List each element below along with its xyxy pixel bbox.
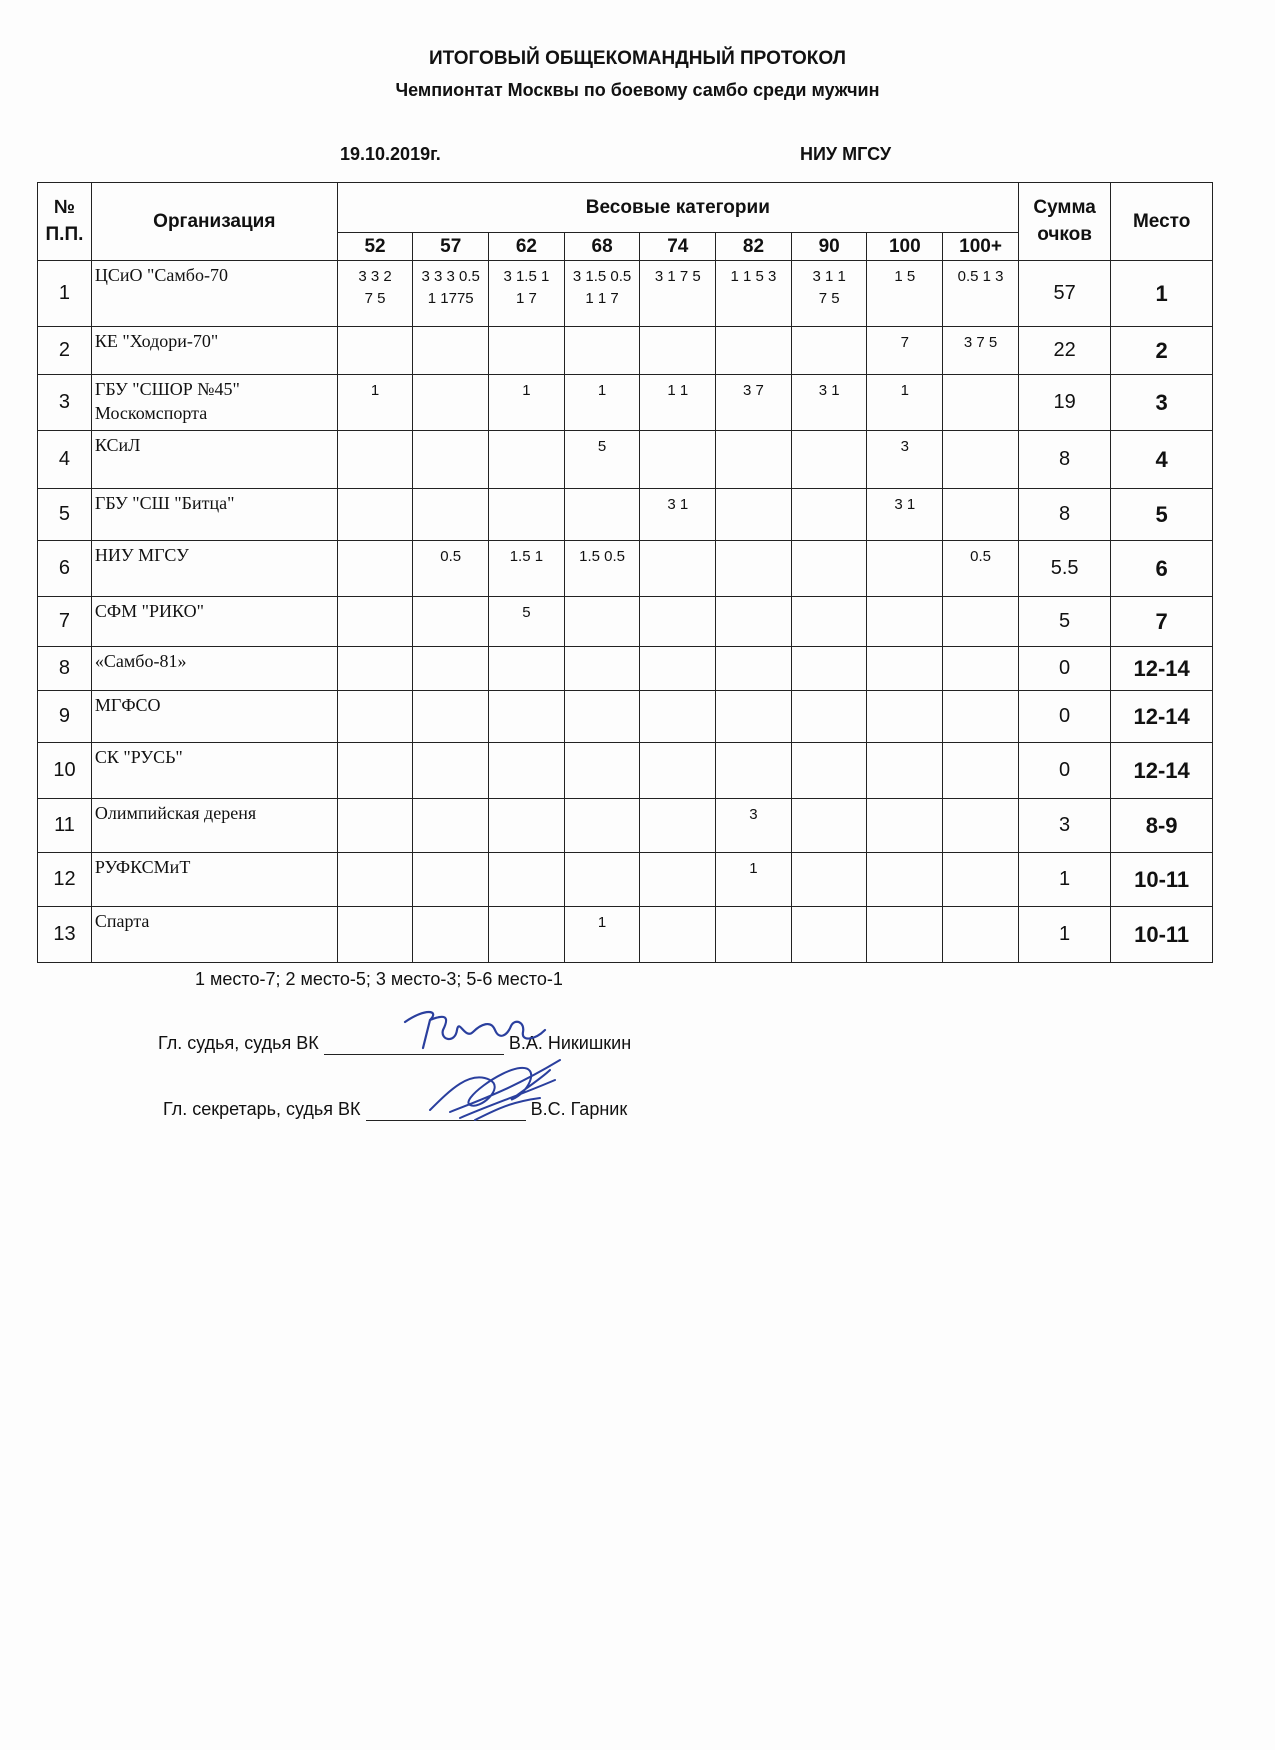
score-cell [943,853,1019,907]
organization-name: Олимпийская дереня [91,799,337,853]
score-cell [791,799,867,853]
header-org: Организация [91,183,337,261]
team-place: 4 [1111,431,1213,489]
score-cell [791,541,867,597]
scoring-note: 1 место-7; 2 место-5; 3 место-3; 5-6 место-1 [195,969,563,989]
organization-name: СФМ "РИКО" [91,597,337,647]
team-place: 5 [1111,489,1213,541]
score-cell: 1 [564,375,640,431]
score-cell [791,597,867,647]
score-cell [489,431,565,489]
score-cell: 3 [716,799,792,853]
score-cell: 1 [337,375,413,431]
score-cell [413,743,489,799]
table-row [38,375,1213,431]
score-cell [489,799,565,853]
score-cell [791,431,867,489]
table-row [38,691,1213,743]
score-cell [640,691,716,743]
score-cell [716,691,792,743]
score-cell: 1 [716,853,792,907]
score-cell [337,691,413,743]
score-cell [337,799,413,853]
row-number: 12 [38,853,92,907]
score-cell [943,743,1019,799]
organization-name: ГБУ "СШ "Битца" [91,489,337,541]
header-weight-7: 100 [867,233,943,261]
table-row [38,907,1213,963]
score-cell: 5 [489,597,565,647]
score-cell [337,327,413,375]
score-cell [867,907,943,963]
score-cell [943,597,1019,647]
score-cell [640,431,716,489]
score-cell [640,907,716,963]
row-number: 13 [38,907,92,963]
score-cell [564,691,640,743]
row-number: 10 [38,743,92,799]
score-cell [564,853,640,907]
score-cell [489,853,565,907]
points-sum: 8 [1018,431,1110,489]
score-cell [791,647,867,691]
table-row [38,261,1213,327]
score-cell: 3 3 2 7 5 [337,261,413,327]
organization-name: «Самбо-81» [91,647,337,691]
chief-judge-name: В.А. Никишкин [508,1033,632,1053]
score-cell [943,907,1019,963]
organization-name: РУФКСМиТ [91,853,337,907]
event-date: 19.10.2019г. [340,144,441,164]
score-cell [716,541,792,597]
score-cell [867,853,943,907]
results-table [37,182,1213,963]
score-cell [867,597,943,647]
score-cell [640,327,716,375]
score-cell: 1.5 0.5 [564,541,640,597]
score-cell [337,647,413,691]
score-cell [640,799,716,853]
header-weight-5: 82 [716,233,792,261]
table-row [38,597,1213,647]
points-sum: 0 [1018,691,1110,743]
score-cell [413,907,489,963]
score-cell [413,375,489,431]
row-number: 2 [38,327,92,375]
organization-name: ГБУ "СШОР №45" Москомспорта [91,375,337,431]
team-place: 2 [1111,327,1213,375]
score-cell [791,327,867,375]
score-cell [337,907,413,963]
secretary-name: В.С. Гарник [530,1099,628,1119]
organization-name: Спарта [91,907,337,963]
row-number: 11 [38,799,92,853]
score-cell: 0.5 1 3 [943,261,1019,327]
score-cell: 1.5 1 [489,541,565,597]
score-cell [791,743,867,799]
protocol-subtitle: Чемпионтат Москвы по боевому самбо среди мужчин [395,80,880,100]
score-cell [716,597,792,647]
points-sum: 1 [1018,853,1110,907]
score-cell [943,489,1019,541]
team-place: 3 [1111,375,1213,431]
row-number: 4 [38,431,92,489]
score-cell: 3 1 1 7 5 [791,261,867,327]
secretary-signature [420,1050,570,1130]
row-number: 9 [38,691,92,743]
score-cell: 5 [564,431,640,489]
row-number: 5 [38,489,92,541]
score-cell: 0.5 [413,541,489,597]
score-cell: 3 [867,431,943,489]
score-cell [413,647,489,691]
score-cell [413,799,489,853]
header-num: № П.П. [38,183,92,261]
row-number: 8 [38,647,92,691]
score-cell [413,431,489,489]
score-cell [564,327,640,375]
score-cell [867,691,943,743]
points-sum: 0 [1018,647,1110,691]
points-sum: 8 [1018,489,1110,541]
score-cell [337,597,413,647]
score-cell [337,853,413,907]
score-cell [867,647,943,691]
header-place: Место [1111,183,1213,261]
score-cell [564,743,640,799]
score-cell [489,907,565,963]
score-cell [640,647,716,691]
score-cell [489,489,565,541]
organization-name: ЦСиО "Самбо-70 [91,261,337,327]
score-cell [413,327,489,375]
organization-name: КЕ "Ходори-70" [91,327,337,375]
score-cell: 1 [564,907,640,963]
score-cell [640,743,716,799]
secretary-label: Гл. секретарь, судья ВК [163,1099,361,1119]
score-cell [943,691,1019,743]
score-cell [716,431,792,489]
event-venue: НИУ МГСУ [800,144,892,164]
points-sum: 0 [1018,743,1110,799]
score-cell: 1 [867,375,943,431]
score-cell: 1 5 [867,261,943,327]
score-cell: 3 1.5 1 1 7 [489,261,565,327]
team-place: 10-11 [1111,853,1213,907]
score-cell [791,489,867,541]
points-sum: 57 [1018,261,1110,327]
score-cell [337,431,413,489]
team-place: 8-9 [1111,799,1213,853]
points-sum: 5 [1018,597,1110,647]
score-cell [413,691,489,743]
points-sum: 1 [1018,907,1110,963]
row-number: 3 [38,375,92,431]
table-row [38,327,1213,375]
score-cell [489,743,565,799]
table-row [38,799,1213,853]
score-cell: 1 1 5 3 [716,261,792,327]
score-cell: 3 1 [640,489,716,541]
table-row [38,743,1213,799]
organization-name: СК "РУСЬ" [91,743,337,799]
score-cell [640,597,716,647]
header-weight-0: 52 [337,233,413,261]
team-place: 1 [1111,261,1213,327]
score-cell: 3 7 5 [943,327,1019,375]
points-sum: 3 [1018,799,1110,853]
table-row [38,647,1213,691]
score-cell: 1 1 [640,375,716,431]
row-number: 7 [38,597,92,647]
score-cell [791,691,867,743]
table-row [38,541,1213,597]
points-sum: 19 [1018,375,1110,431]
score-cell [564,489,640,541]
score-cell: 3 1 7 5 [640,261,716,327]
score-cell [716,327,792,375]
score-cell [716,907,792,963]
score-cell [867,743,943,799]
score-cell: 1 [489,375,565,431]
score-cell [564,799,640,853]
score-cell [337,541,413,597]
score-cell: 3 1.5 0.5 1 1 7 [564,261,640,327]
score-cell [791,907,867,963]
score-cell [640,541,716,597]
points-sum: 22 [1018,327,1110,375]
score-cell [943,647,1019,691]
score-cell [413,597,489,647]
score-cell: 3 1 [791,375,867,431]
team-place: 12-14 [1111,647,1213,691]
score-cell [413,853,489,907]
points-sum: 5.5 [1018,541,1110,597]
protocol-title: ИТОГОВЫЙ ОБЩЕКОМАНДНЫЙ ПРОТОКОЛ [428,48,847,69]
score-cell [943,431,1019,489]
team-place: 6 [1111,541,1213,597]
chief-judge-label: Гл. судья, судья ВК [158,1033,319,1053]
row-number: 1 [38,261,92,327]
score-cell [791,853,867,907]
header-weight-2: 62 [489,233,565,261]
header-weight-6: 90 [791,233,867,261]
score-cell [640,853,716,907]
score-cell [867,541,943,597]
header-weight-1: 57 [413,233,489,261]
team-place: 12-14 [1111,743,1213,799]
score-cell [716,743,792,799]
score-cell: 3 1 [867,489,943,541]
organization-name: НИУ МГСУ [91,541,337,597]
header-sum: Сумма очков [1018,183,1110,261]
team-place: 12-14 [1111,691,1213,743]
header-weight-8: 100+ [943,233,1019,261]
score-cell [489,691,565,743]
score-cell: 3 7 [716,375,792,431]
header-weight-3: 68 [564,233,640,261]
score-cell [564,597,640,647]
score-cell [413,489,489,541]
score-cell [564,647,640,691]
score-cell [337,743,413,799]
score-cell [716,489,792,541]
score-cell: 7 [867,327,943,375]
organization-name: МГФСО [91,691,337,743]
team-place: 7 [1111,597,1213,647]
score-cell [943,375,1019,431]
row-number: 6 [38,541,92,597]
header-weight-4: 74 [640,233,716,261]
header-weight-categories: Весовые категории [337,183,1018,233]
organization-name: КСиЛ [91,431,337,489]
score-cell [867,799,943,853]
score-cell: 0.5 [943,541,1019,597]
team-place: 10-11 [1111,907,1213,963]
score-cell: 3 3 3 0.5 1 1775 [413,261,489,327]
score-cell [337,489,413,541]
score-cell [489,327,565,375]
table-row [38,431,1213,489]
score-cell [489,647,565,691]
table-row [38,489,1213,541]
score-cell [943,799,1019,853]
table-row [38,853,1213,907]
score-cell [716,647,792,691]
